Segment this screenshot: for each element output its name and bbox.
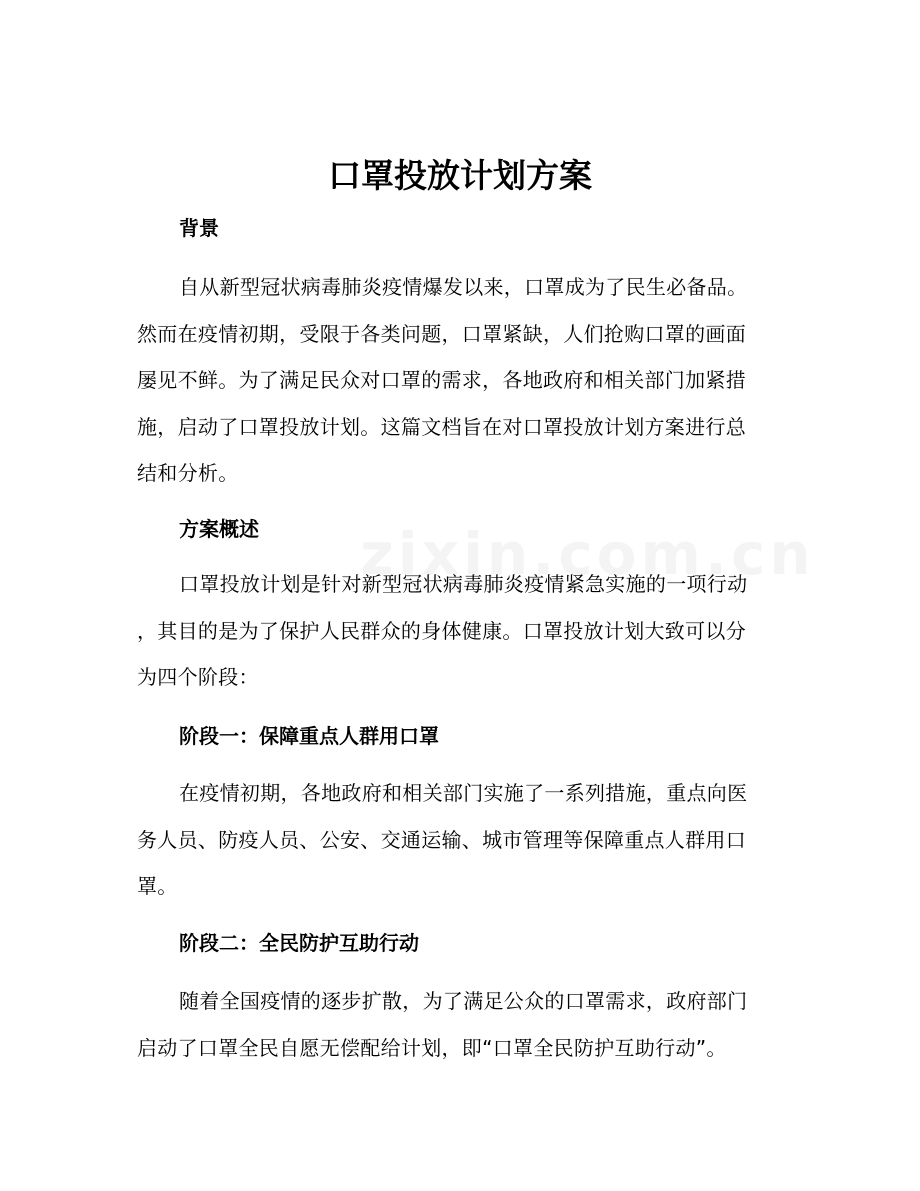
paragraph-line: 施，启动了口罩投放计划。这篇文档旨在对口罩投放计划方案进行总 [137,414,746,439]
document-title: 口罩投放计划方案 [328,156,592,195]
paragraph-stage1 [137,770,787,910]
section-heading-background: 背景 [179,216,219,240]
paragraph-stage2 [137,978,787,1071]
paragraph-line: 自从新型冠状病毒肺炎疫情爆发以来，口罩成为了民生必备品。 [179,275,748,299]
paragraph-line: 口罩投放计划是针对新型冠状病毒肺炎疫情紧急实施的一项行动 [179,572,748,596]
paragraph-line: 务人员、防疫人员、公安、交通运输、城市管理等保障重点人群用口 [137,827,746,852]
paragraph-line: 在疫情初期，各地政府和相关部门实施了一系列措施，重点向医 [179,781,748,805]
paragraph-line: 为四个阶段： [137,665,259,689]
paragraph-line: 屡见不鲜。为了满足民众对口罩的需求，各地政府和相关部门加紧措 [137,368,746,392]
paragraph-line: 启动了口罩全民自愿无偿配给计划，即“口罩全民防护互助行动”。 [137,1035,727,1060]
section-heading-overview: 方案概述 [179,517,259,541]
paragraph-background [137,264,787,497]
section-heading-stage1: 阶段一：保障重点人群用口罩 [179,724,439,748]
paragraph-line: 随着全国疫情的逐步扩散，为了满足公众的口罩需求，政府部门 [179,989,748,1013]
paragraph-line: ，其目的是为了保护人民群众的身体健康。口罩投放计划大致可以分 [137,618,746,643]
paragraph-line: 然而在疫情初期，受限于各类问题，口罩紧缺，人们抢购口罩的画面 [137,321,746,346]
paragraph-overview [137,561,787,701]
paragraph-line: 结和分析。 [137,461,239,485]
section-heading-stage2: 阶段二：全民防护互助行动 [179,931,419,955]
paragraph-line: 罩。 [137,874,178,898]
